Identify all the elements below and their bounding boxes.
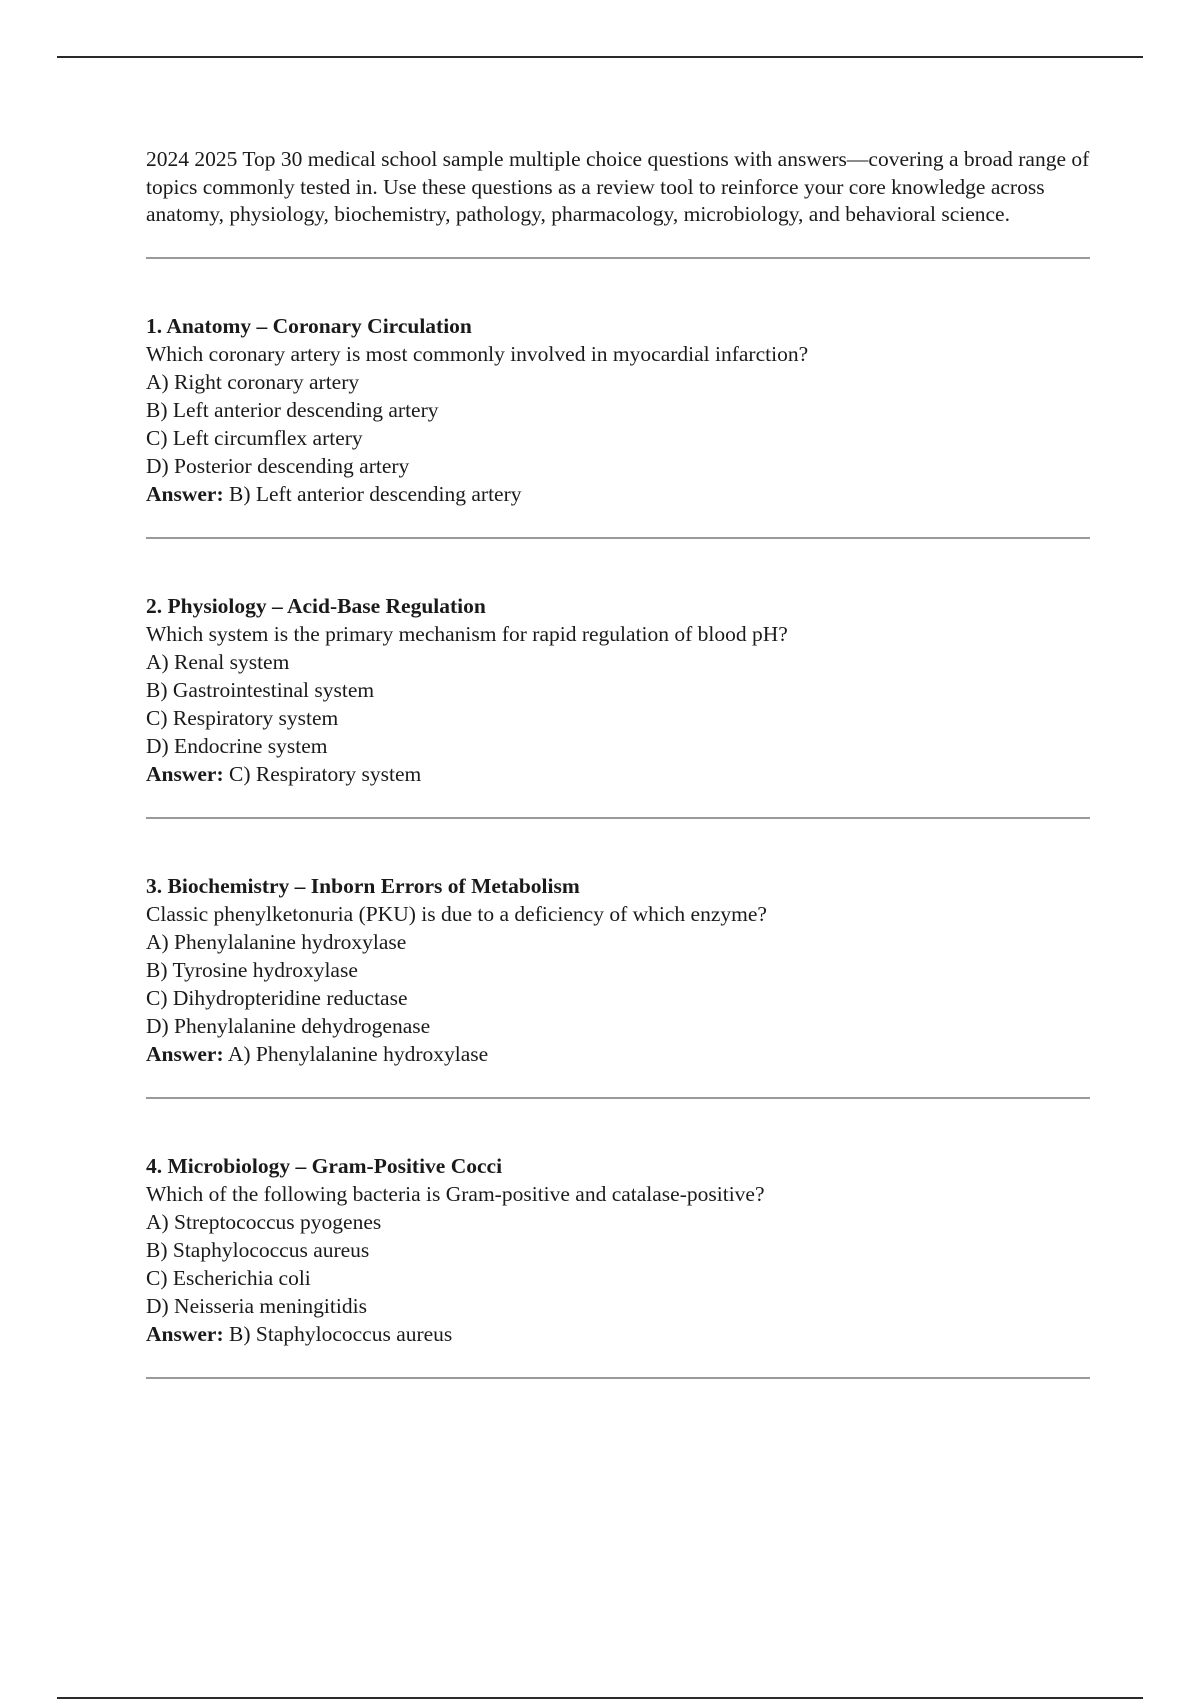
option-c: C) Respiratory system — [146, 705, 339, 730]
answer-label: Answer: — [146, 481, 224, 506]
answer-label: Answer: — [146, 761, 224, 786]
option-b: B) Tyrosine hydroxylase — [146, 957, 358, 982]
question-text: Classic phenylketonuria (PKU) is due to a deficiency of which enzyme? — [146, 901, 767, 926]
question-text: Which system is the primary mechanism for rapid regulation of blood pH? — [146, 621, 788, 646]
option-d: D) Neisseria meningitidis — [146, 1293, 367, 1318]
answer-value: B) Left anterior descending artery — [229, 481, 522, 506]
answer-line — [146, 1040, 1090, 1068]
question-text: Which coronary artery is most commonly involved in myocardial infarction? — [146, 341, 809, 366]
option-a: A) Renal system — [146, 649, 290, 674]
answer-label: Answer: — [146, 1041, 224, 1066]
question-3 — [146, 872, 1090, 1068]
question-heading: 3. Biochemistry – Inborn Errors of Metabolism — [146, 873, 580, 898]
intro-paragraph: 2024 2025 Top 30 medical school sample multiple choice questions with answers—covering a broad range of topics commonly tested in. Use these questions as a review tool to reinforce your core knowledge across anatomy, physiology, biochemistry, pathology, pharmacology, microbiology, and behavioral science. — [146, 147, 1090, 226]
answer-value: A) Phenylalanine hydroxylase — [227, 1041, 489, 1066]
option-b: B) Left anterior descending artery — [146, 397, 439, 422]
question-text: Which of the following bacteria is Gram-positive and catalase-positive? — [146, 1181, 765, 1206]
option-d: D) Endocrine system — [146, 733, 328, 758]
answer-value: C) Respiratory system — [229, 761, 422, 786]
question-heading: 4. Microbiology – Gram-Positive Cocci — [146, 1153, 503, 1178]
answer-line — [146, 480, 1090, 508]
section-divider — [146, 817, 1090, 819]
section-divider — [146, 537, 1090, 539]
option-a: A) Right coronary artery — [146, 369, 360, 394]
option-b: B) Staphylococcus aureus — [146, 1237, 370, 1262]
answer-label: Answer: — [146, 1321, 224, 1346]
document-body — [146, 146, 1090, 1379]
option-d: D) Phenylalanine dehydrogenase — [146, 1013, 431, 1038]
question-heading: 2. Physiology – Acid-Base Regulation — [146, 593, 486, 618]
page-bottom-rule — [57, 1697, 1143, 1699]
option-a: A) Phenylalanine hydroxylase — [146, 929, 407, 954]
question-2 — [146, 592, 1090, 788]
option-b: B) Gastrointestinal system — [146, 677, 375, 702]
option-c: C) Left circumflex artery — [146, 425, 363, 450]
answer-line — [146, 760, 1090, 788]
question-4 — [146, 1152, 1090, 1348]
question-heading: 1. Anatomy – Coronary Circulation — [146, 313, 472, 338]
option-a: A) Streptococcus pyogenes — [146, 1209, 382, 1234]
section-divider — [146, 257, 1090, 259]
answer-line — [146, 1320, 1090, 1348]
answer-value: B) Staphylococcus aureus — [229, 1321, 453, 1346]
section-divider — [146, 1097, 1090, 1099]
page-top-rule — [57, 56, 1143, 58]
option-d: D) Posterior descending artery — [146, 453, 410, 478]
option-c: C) Escherichia coli — [146, 1265, 311, 1290]
question-1 — [146, 312, 1090, 508]
option-c: C) Dihydropteridine reductase — [146, 985, 408, 1010]
section-divider — [146, 1377, 1090, 1379]
